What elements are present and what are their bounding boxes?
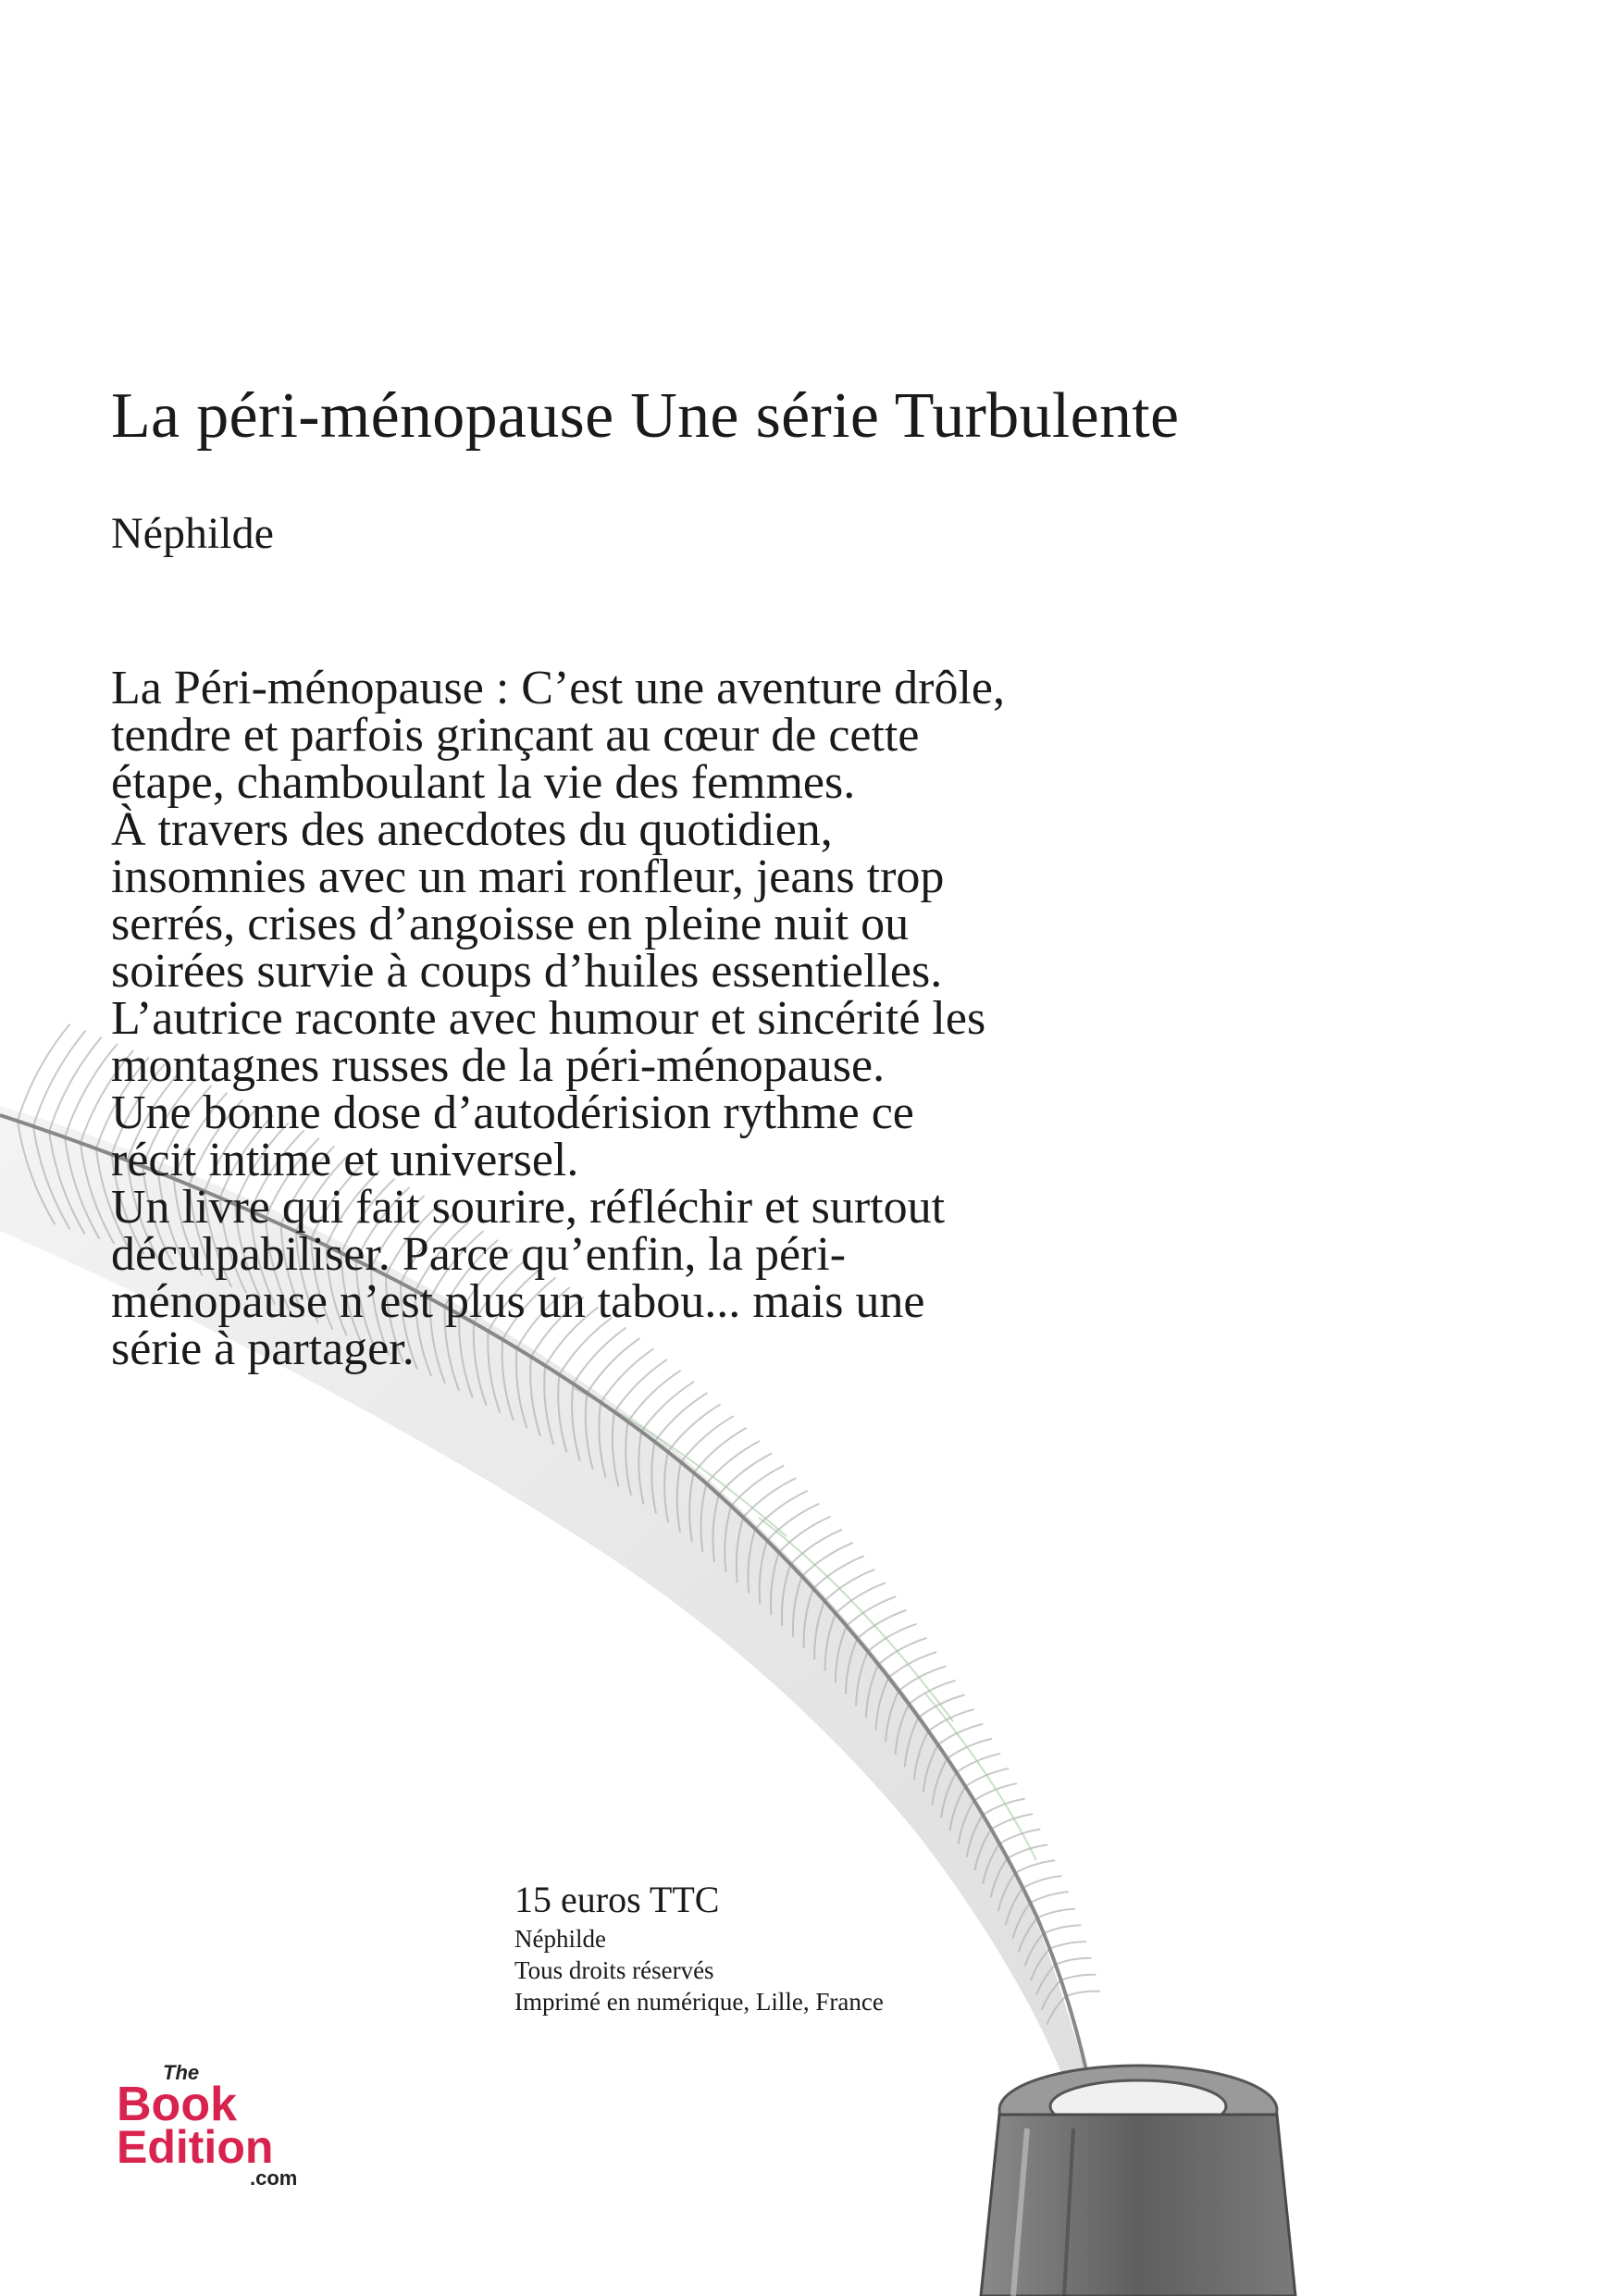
print-location: Imprimé en numérique, Lille, France [514, 1988, 884, 2016]
feather-barb [681, 1416, 734, 1462]
blurb-line: La Péri-ménopause : C’est une aventure drôle, [111, 662, 1005, 714]
feather-barb [836, 1582, 886, 1613]
imprint-author: Néphilde [514, 1925, 606, 1953]
feather-barb [1061, 1975, 1096, 1980]
feather-barb [1066, 1992, 1100, 1996]
feather-barb [888, 1652, 936, 1678]
logo-book: Book [117, 2078, 237, 2131]
feather-barb [1049, 1942, 1085, 1949]
feather-barb [49, 1037, 102, 1132]
feather-barb [878, 1638, 926, 1665]
blurb-line: tendre et parfois grinçant au cœur de cette [111, 709, 920, 762]
feather-barb [33, 1031, 86, 1127]
book-blurb [111, 662, 1268, 1375]
feather-barb [731, 1466, 784, 1507]
logo-domain: .com [250, 2166, 298, 2189]
feather-barb [1044, 1925, 1081, 1933]
feather-barb [641, 1382, 694, 1432]
logo-the: The [163, 2061, 200, 2084]
feather-barb [999, 1830, 1040, 1844]
feather-barb [1008, 1844, 1048, 1858]
feather-barb [755, 1491, 808, 1529]
feather-barb [65, 1044, 118, 1137]
inkwell [981, 2066, 1295, 2296]
imprint [514, 1877, 884, 2017]
blurb-line: L’autrice raconte avec humour et sincérité les [111, 992, 986, 1045]
blurb-line: insomnies avec un mari ronfleur, jeans trop [111, 850, 945, 903]
feather-barb [948, 1739, 992, 1758]
blurb-line: serrés, crises d’angoisse en pleine nuit ou [111, 898, 910, 950]
feather-barb [655, 1393, 708, 1442]
blurb-line: déculpabiliser. Parce qu’enfin, la péri- [111, 1228, 847, 1281]
rights-notice: Tous droits réservés [514, 1956, 714, 1984]
book-author: Néphilde [111, 509, 274, 558]
feather-barb [938, 1724, 984, 1744]
logo-edition: Edition [117, 2121, 274, 2173]
blurb-line: soirées survie à coups d’huiles essentielles. [111, 945, 943, 998]
blurb-line: récit intime et universel. [111, 1134, 579, 1186]
publisher-logo [115, 2059, 337, 2189]
feather-barb [1056, 1958, 1092, 1965]
feather-barb [1015, 1860, 1055, 1873]
price: 15 euros TTC [514, 1879, 720, 1920]
blurb-line: série à partager. [111, 1322, 415, 1375]
feather-barb [668, 1404, 721, 1451]
feather-barb [1030, 1892, 1068, 1903]
blurb-line: Une bonne dose d’autodérision rythme ce [111, 1086, 914, 1139]
feather-barb [868, 1624, 917, 1652]
blurb-line: montagnes russes de la péri-ménopause. [111, 1039, 886, 1092]
feather-barb [974, 1783, 1017, 1800]
feather-barb [1022, 1876, 1061, 1888]
blurb-line: ménopause n’est plus un tabou... mais une [111, 1275, 925, 1328]
feather-barb [1037, 1909, 1075, 1918]
feather-barb [18, 1024, 69, 1122]
feather-barb [767, 1504, 819, 1541]
book-title: La péri-ménopause Une série Turbulente [111, 380, 1180, 452]
feather-barb [694, 1428, 747, 1473]
blurb-line: Un livre qui fait sourire, réfléchir et surtout [111, 1181, 946, 1234]
blurb-line: À travers des anecdotes du quotidien, [111, 803, 833, 856]
blurb-line: étape, chamboulant la vie des femmes. [111, 756, 856, 809]
feather-barb [743, 1478, 796, 1517]
